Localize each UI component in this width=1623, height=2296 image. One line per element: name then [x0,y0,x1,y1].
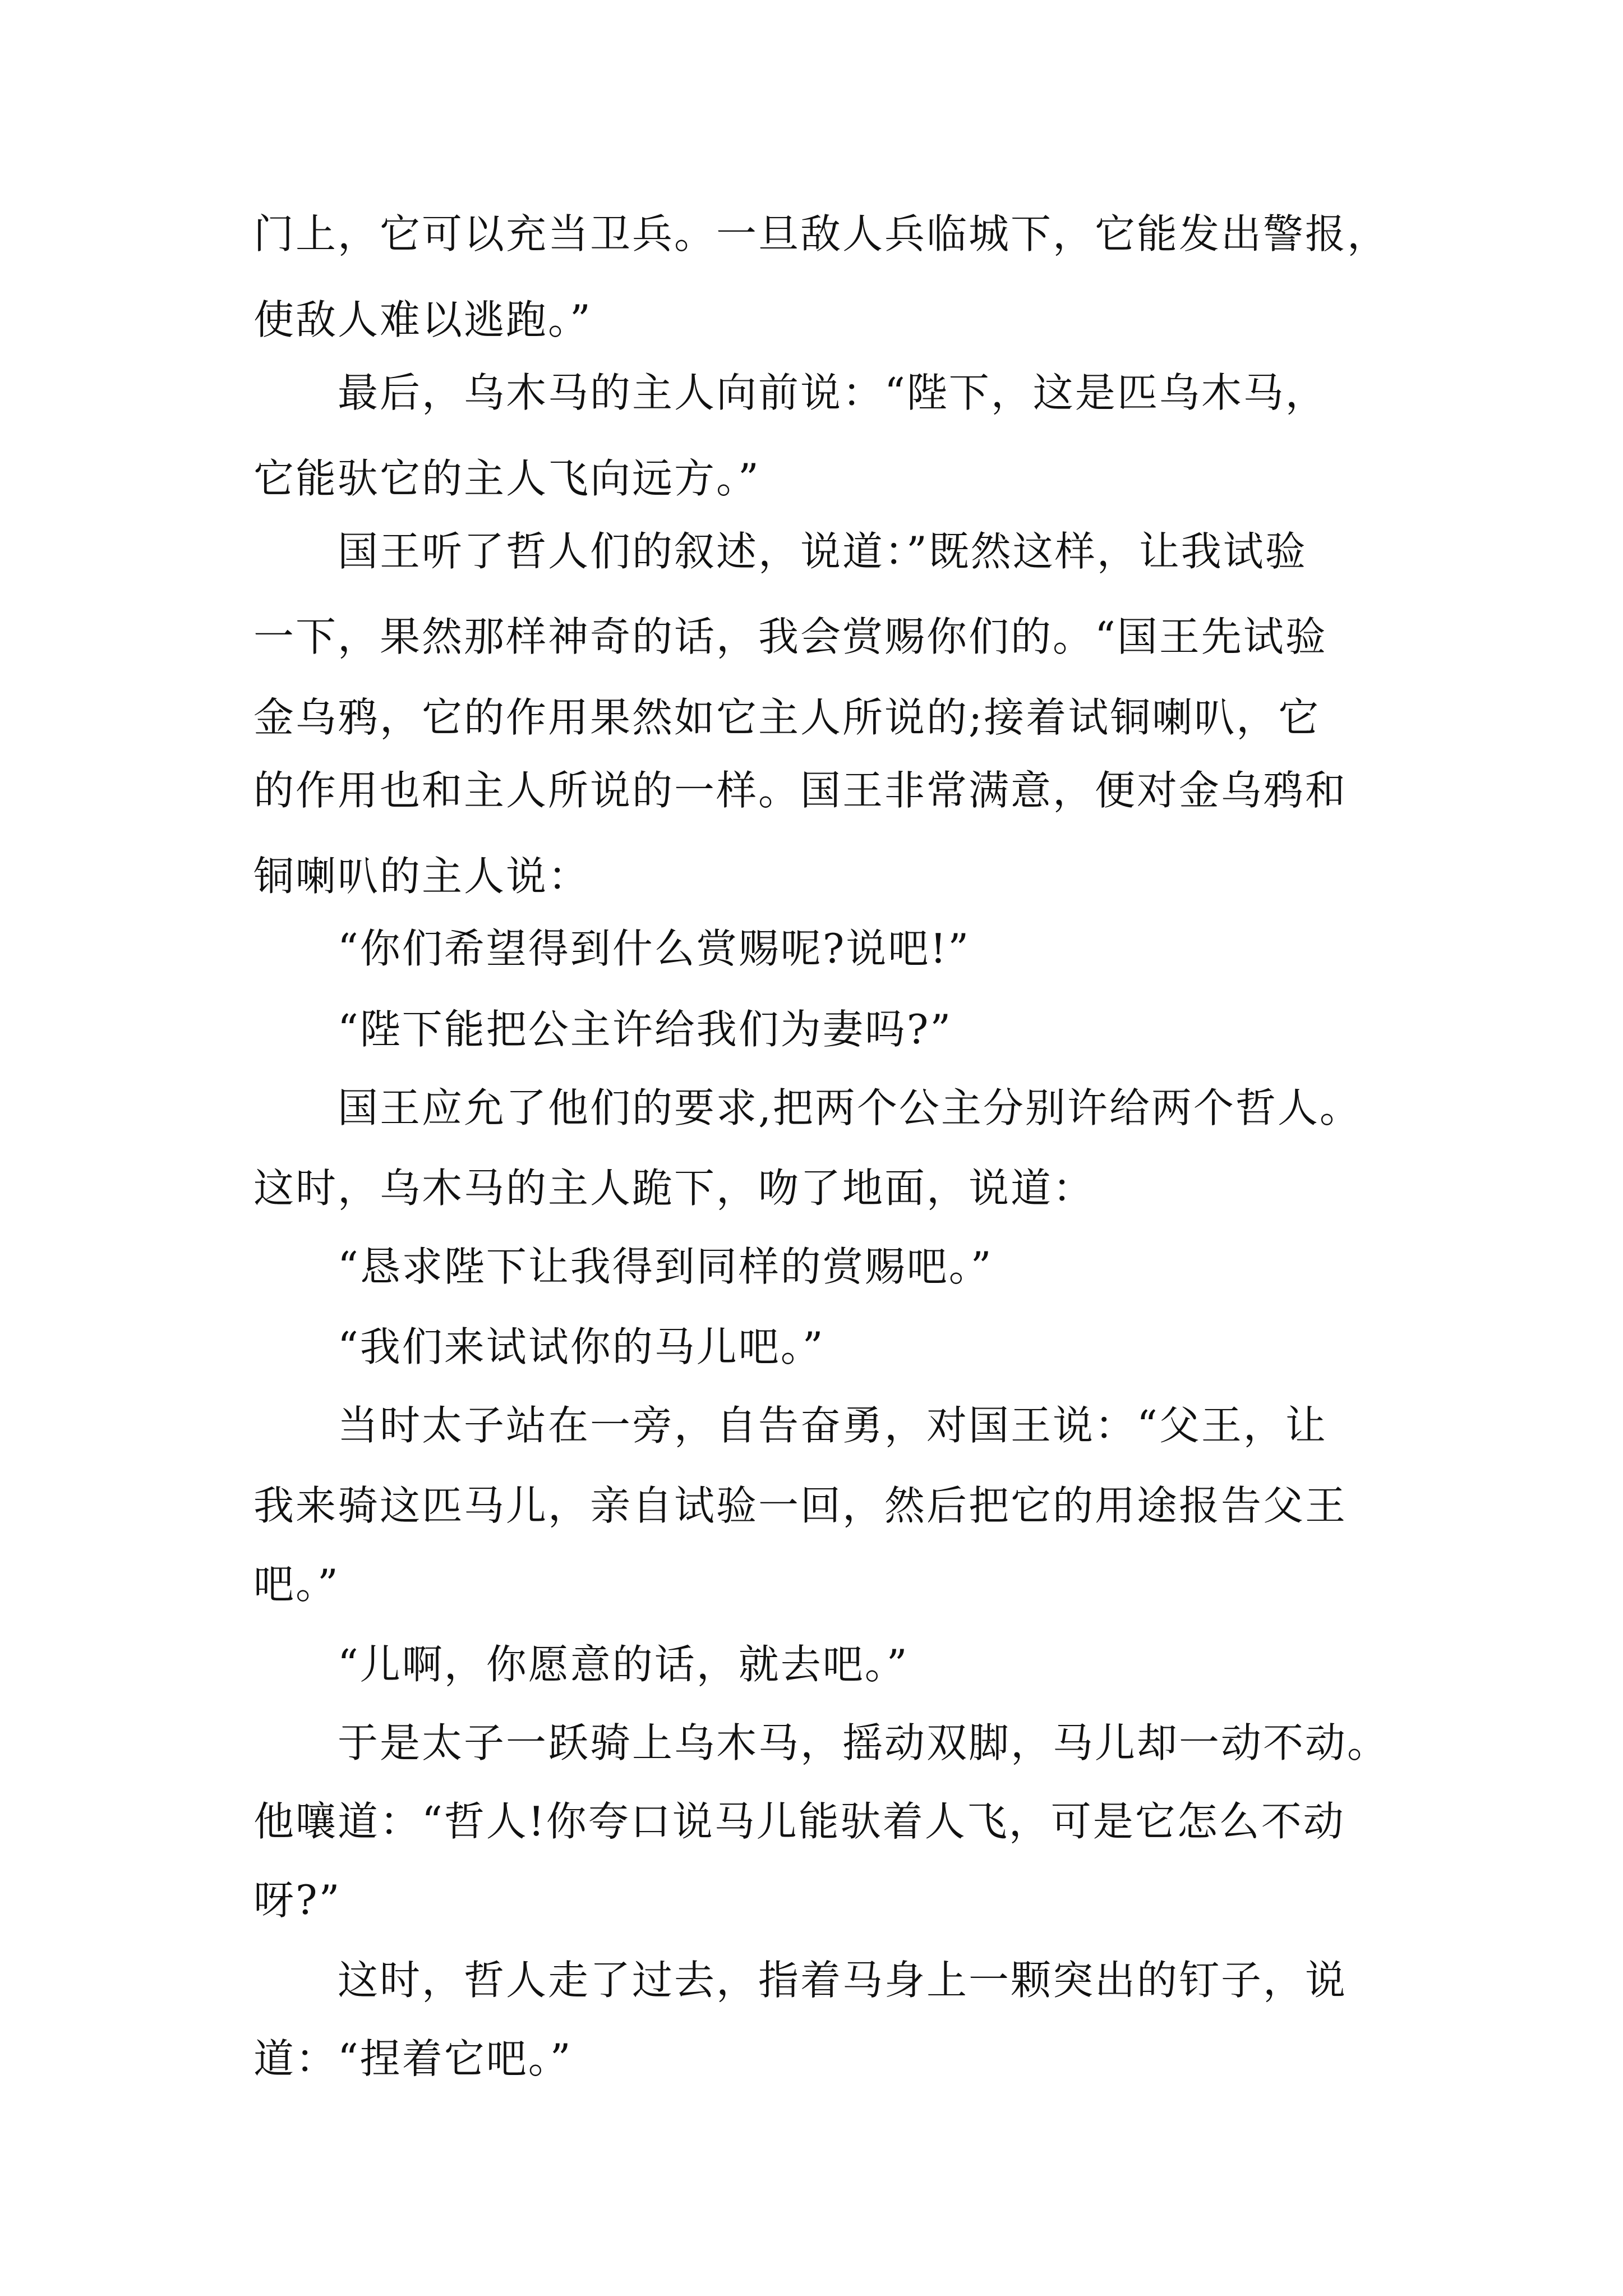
text-line: 铜喇叭的主人说： [253,853,591,900]
text-line: 使敌人难以逃跑。” [253,296,592,343]
text-line: 的作用也和主人所说的一样。国王非常满意，便对金乌鸦和 [253,767,1348,814]
text-line: 吧。” [253,1561,340,1608]
text-line: “你们希望得到什么赏赐呢?说吧!” [338,925,971,972]
text-line: 道：“捏着它吧。” [253,2035,573,2082]
text-line: “恳求陛下让我得到同样的赏赐吧。” [338,1243,993,1290]
text-line: 最后，乌木马的主人向前说：“陛下，这是匹乌木马， [338,369,1327,416]
text-line: 国王听了哲人们的叙述，说道：”既然这样，让我试验 [338,528,1307,575]
text-line: “陛下能把公主许给我们为妻吗?” [338,1006,953,1053]
text-line: 呀?” [253,1876,342,1924]
text-line: 我来骑这匹马儿，亲自试验一回，然后把它的用途报告父王 [253,1482,1348,1529]
text-line: 这时，乌木马的主人跪下，吻了地面，说道： [253,1165,1095,1212]
text-line: 金乌鸦，它的作用果然如它主人所说的;接着试铜喇叭，它 [253,694,1321,741]
text-line: 当时太子站在一旁，自告奋勇，对国王说：“父王，让 [338,1402,1327,1449]
text-line: 他嚷道：“哲人!你夸口说马儿能驮着人飞，可是它怎么不动 [253,1798,1345,1845]
text-line: 国王应允了他们的要求,把两个公主分别许给两个哲人。 [338,1084,1362,1131]
text-line: “我们来试试你的马儿吧。” [338,1323,825,1370]
text-line: 这时，哲人走了过去，指着马身上一颗突出的钉子，说 [338,1957,1348,2004]
text-line: 它能驮它的主人飞向远方。” [253,455,760,502]
text-line: “儿啊，你愿意的话，就去吧。” [338,1641,909,1688]
text-line: 一下，果然那样神奇的话，我会赏赐你们的。“国王先试验 [253,613,1327,660]
text-line: 门上，它可以充当卫兵。一旦敌人兵临城下，它能发出警报， [253,210,1390,257]
text-line: 于是太子一跃骑上乌木马，摇动双脚，马儿却一动不动。 [338,1719,1390,1766]
